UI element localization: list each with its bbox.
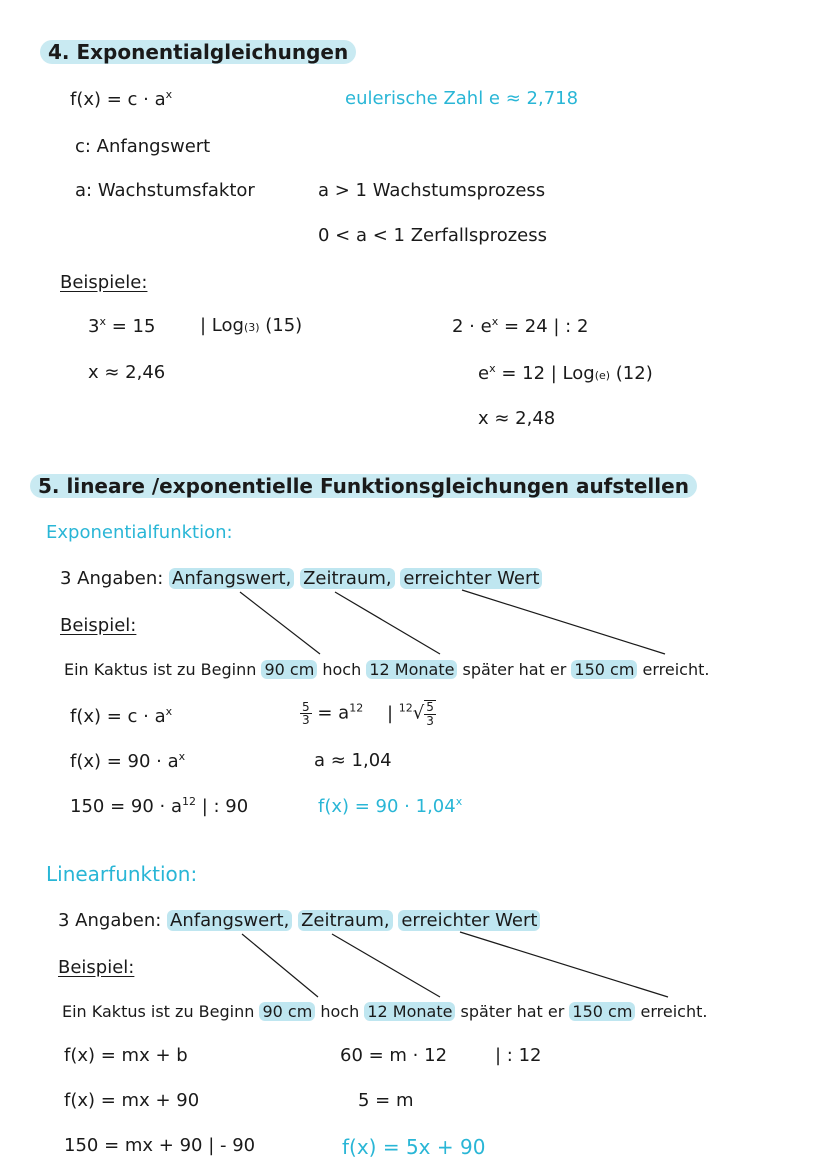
exp-f3: $150 = 90 \cdot a^{12}$ | : 90	[70, 795, 249, 817]
connector-line	[332, 934, 440, 997]
growth-condition: a > 1 Wachstumsprozess	[318, 180, 546, 201]
example2-line1: $2 \cdot e^x = 24$ | : 2	[452, 315, 589, 337]
lin-f1: f(x) = mx + b	[64, 1045, 188, 1066]
lin-eq2: 5 = m	[358, 1090, 414, 1111]
lin-eq1-op: | : 12	[495, 1045, 542, 1066]
exp-f1: $f(x) = c \cdot a^x$	[70, 705, 173, 727]
examples-heading: Beispiele:	[60, 272, 148, 293]
section5-title: 5. lineare /exponentielle Funktionsgleichungen aufstellen	[30, 474, 697, 498]
lin-eq1: 60 = m · 12	[340, 1045, 448, 1066]
exp-a-result: a ≈ 1,04	[314, 750, 392, 771]
connector-line	[242, 934, 318, 997]
a-definition: a: Wachstumsfaktor	[75, 180, 255, 201]
root-fraction: $\frac{5}{3}$	[426, 700, 434, 728]
exp-example-heading: Beispiel:	[60, 615, 137, 636]
lin-heading: Linearfunktion:	[46, 862, 198, 886]
euler-number: eulerische Zahl e ≈ 2,718	[345, 88, 579, 109]
lin-f3: 150 = mx + 90 | - 90	[64, 1135, 256, 1156]
lin-f2: f(x) = mx + 90	[64, 1090, 200, 1111]
connector-line	[240, 592, 320, 654]
exp-final-function: $f(x) = 90 \cdot 1,04^x$	[318, 795, 463, 817]
example1-result: x ≈ 2,46	[88, 362, 166, 383]
fraction: $\frac{5}{3}$	[302, 699, 310, 728]
connector-line	[460, 932, 668, 997]
connector-line	[462, 590, 665, 654]
c-definition: c: Anfangswert	[75, 136, 211, 157]
connector-line	[335, 592, 440, 654]
example1-equation: $3^x = 15$	[88, 315, 156, 337]
lin-sentence: Ein Kaktus ist zu Beginn 90 cm hoch 12 Monate später hat er 150 cm erreicht.	[62, 1002, 708, 1021]
lin-example-heading: Beispiel:	[58, 957, 135, 978]
root-icon: √	[412, 702, 425, 724]
exp-sentence: Ein Kaktus ist zu Beginn 90 cm hoch 12 Monate später hat er 150 cm erreicht.	[64, 660, 710, 679]
exp-angaben: 3 Angaben: Anfangswert, Zeitraum, erreichter Wert	[60, 568, 542, 590]
section4-title: 4. Exponentialgleichungen	[40, 40, 356, 64]
decay-condition: 0 < a < 1 Zerfallsprozess	[318, 225, 547, 246]
exp-fraction-equation: $\frac{5}{3}$ = $a^{12}$ | $^{12}$√ $\frac{5}{3}$	[302, 699, 434, 728]
example1-operation: | Log(3) (15)	[200, 315, 303, 336]
exp-heading: Exponentialfunktion:	[46, 522, 233, 543]
lin-final-function: f(x) = 5x + 90	[342, 1135, 486, 1159]
exp-formula: $f(x) = c \cdot a^x$	[70, 88, 173, 110]
exp-f2: $f(x) = 90 \cdot a^x$	[70, 750, 186, 772]
lin-angaben: 3 Angaben: Anfangswert, Zeitraum, erreichter Wert	[58, 910, 540, 932]
example2-line2: $e^x = 12$ | Log(e) (12)	[478, 362, 653, 384]
example2-result: x ≈ 2,48	[478, 408, 556, 429]
